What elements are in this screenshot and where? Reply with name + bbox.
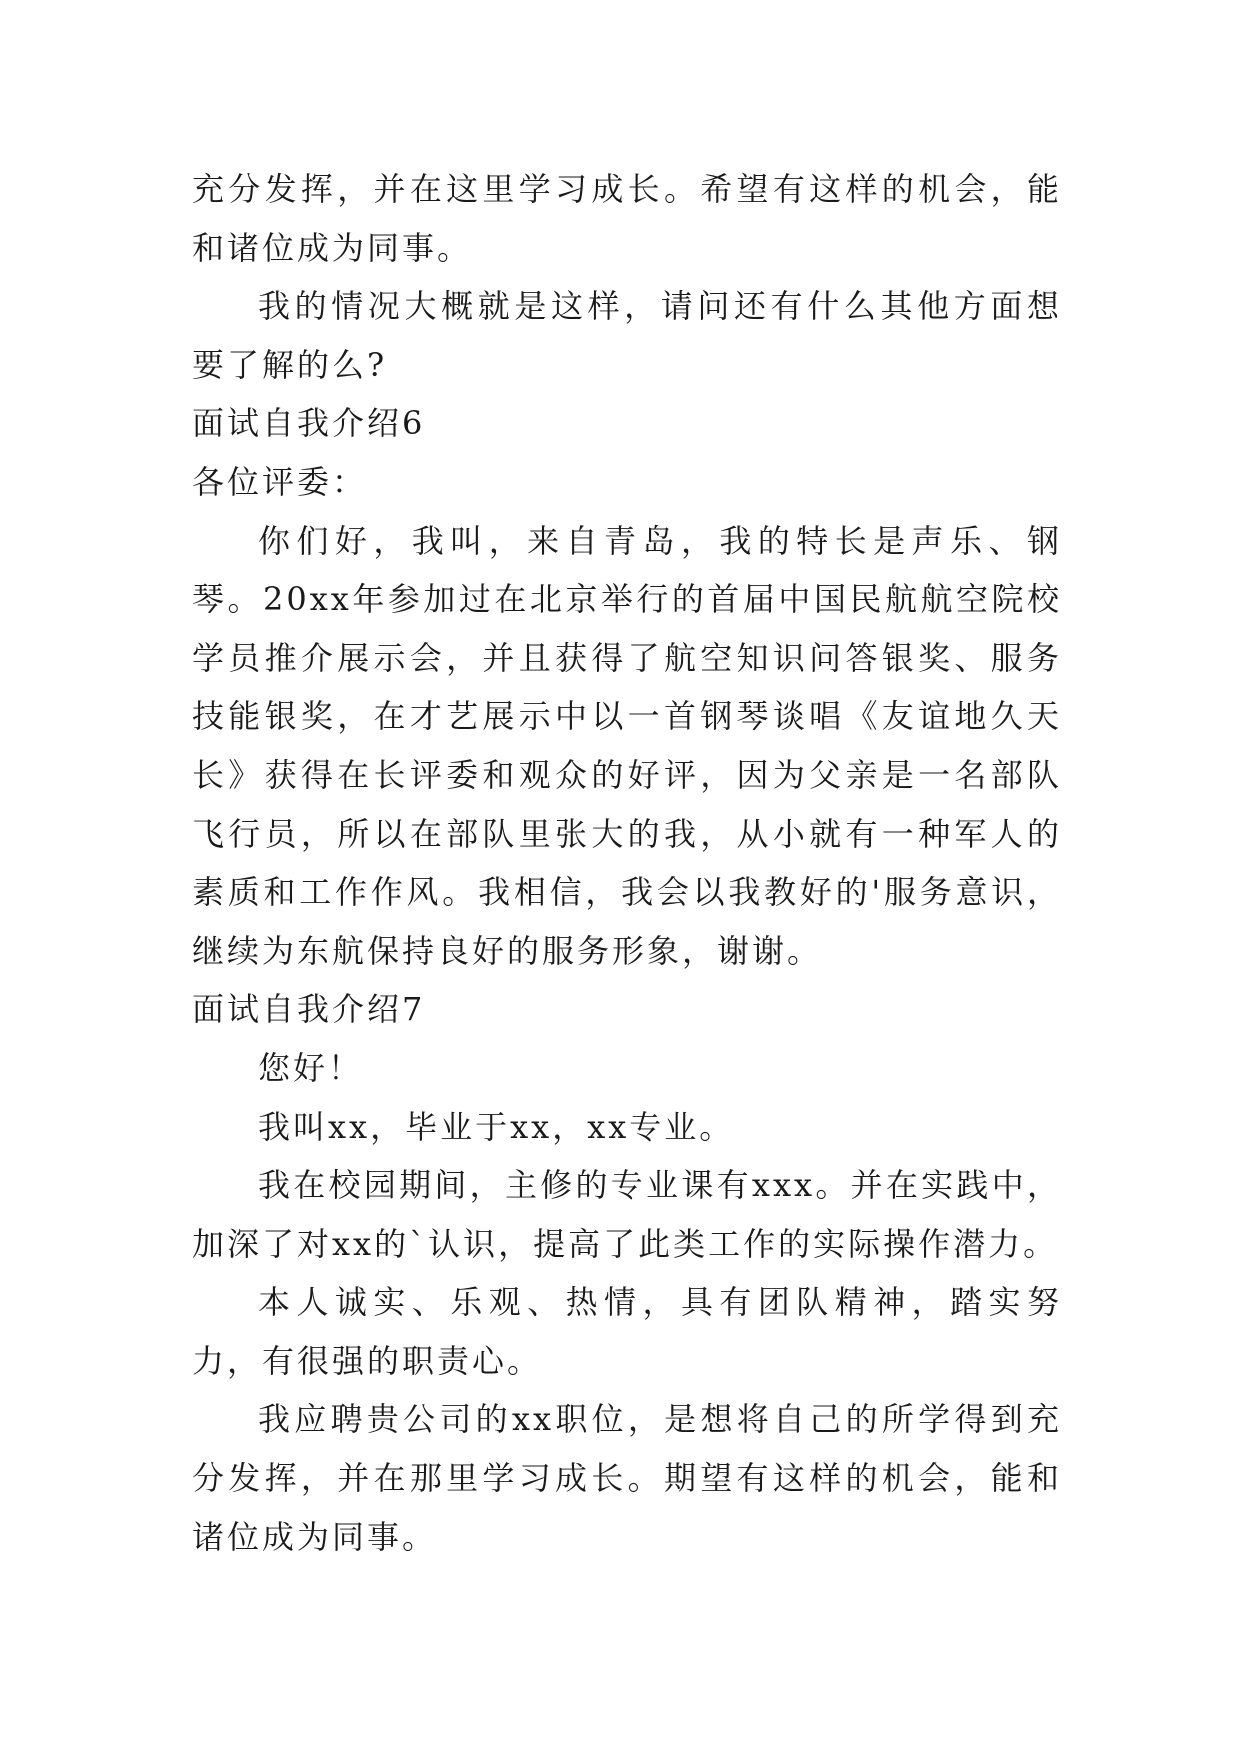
section-heading-7: 面试自我介绍7	[192, 990, 426, 1029]
paragraph-courses: 我在校园期间，主修的专业课有xxx。并在实践中，加深了对xx的`认识，提高了此类工作的实际操作潜力。	[192, 1166, 1062, 1263]
salutation-greeting: 您好！	[258, 1048, 364, 1087]
paragraph-closing-2: 我应聘贵公司的xx职位，是想将自己的所学得到充分发挥，并在那里学习成长。期望有这样的机会，能和诸位成为同事。	[192, 1400, 1062, 1556]
paragraph-closing-1: 充分发挥，并在这里学习成长。希望有这样的机会，能和诸位成为同事。	[192, 170, 1062, 267]
paragraph-question: 我的情况大概就是这样，请问还有什么其他方面想要了解的么?	[192, 287, 1062, 384]
salutation-judges: 各位评委：	[192, 462, 368, 501]
paragraph-personality: 本人诚实、乐观、热情，具有团队精神，踏实努力，有很强的职责心。	[192, 1283, 1062, 1380]
paragraph-intro-6: 你们好，我叫，来自青岛，我的特长是声乐、钢琴。20xx年参加过在北京举行的首届中国民航航空院校学员推介展示会，并且获得了航空知识问答银奖、服务技能银奖，在才艺展示中以一首钢琴谈唱《友谊地久天长》获得在长评委和观众的好评，因为父亲是一名部队飞行员，所以在部队里张大的我，从小就有一种军人的素质和工作作风。我相信，我会以我教好的'服务意识，继续为东航保持良好的服务形象，谢谢。	[192, 521, 1062, 970]
paragraph-name: 我叫xx，毕业于xx，xx专业。	[258, 1107, 735, 1146]
document-body	[192, 160, 1062, 1566]
section-heading-6: 面试自我介绍6	[192, 404, 426, 443]
